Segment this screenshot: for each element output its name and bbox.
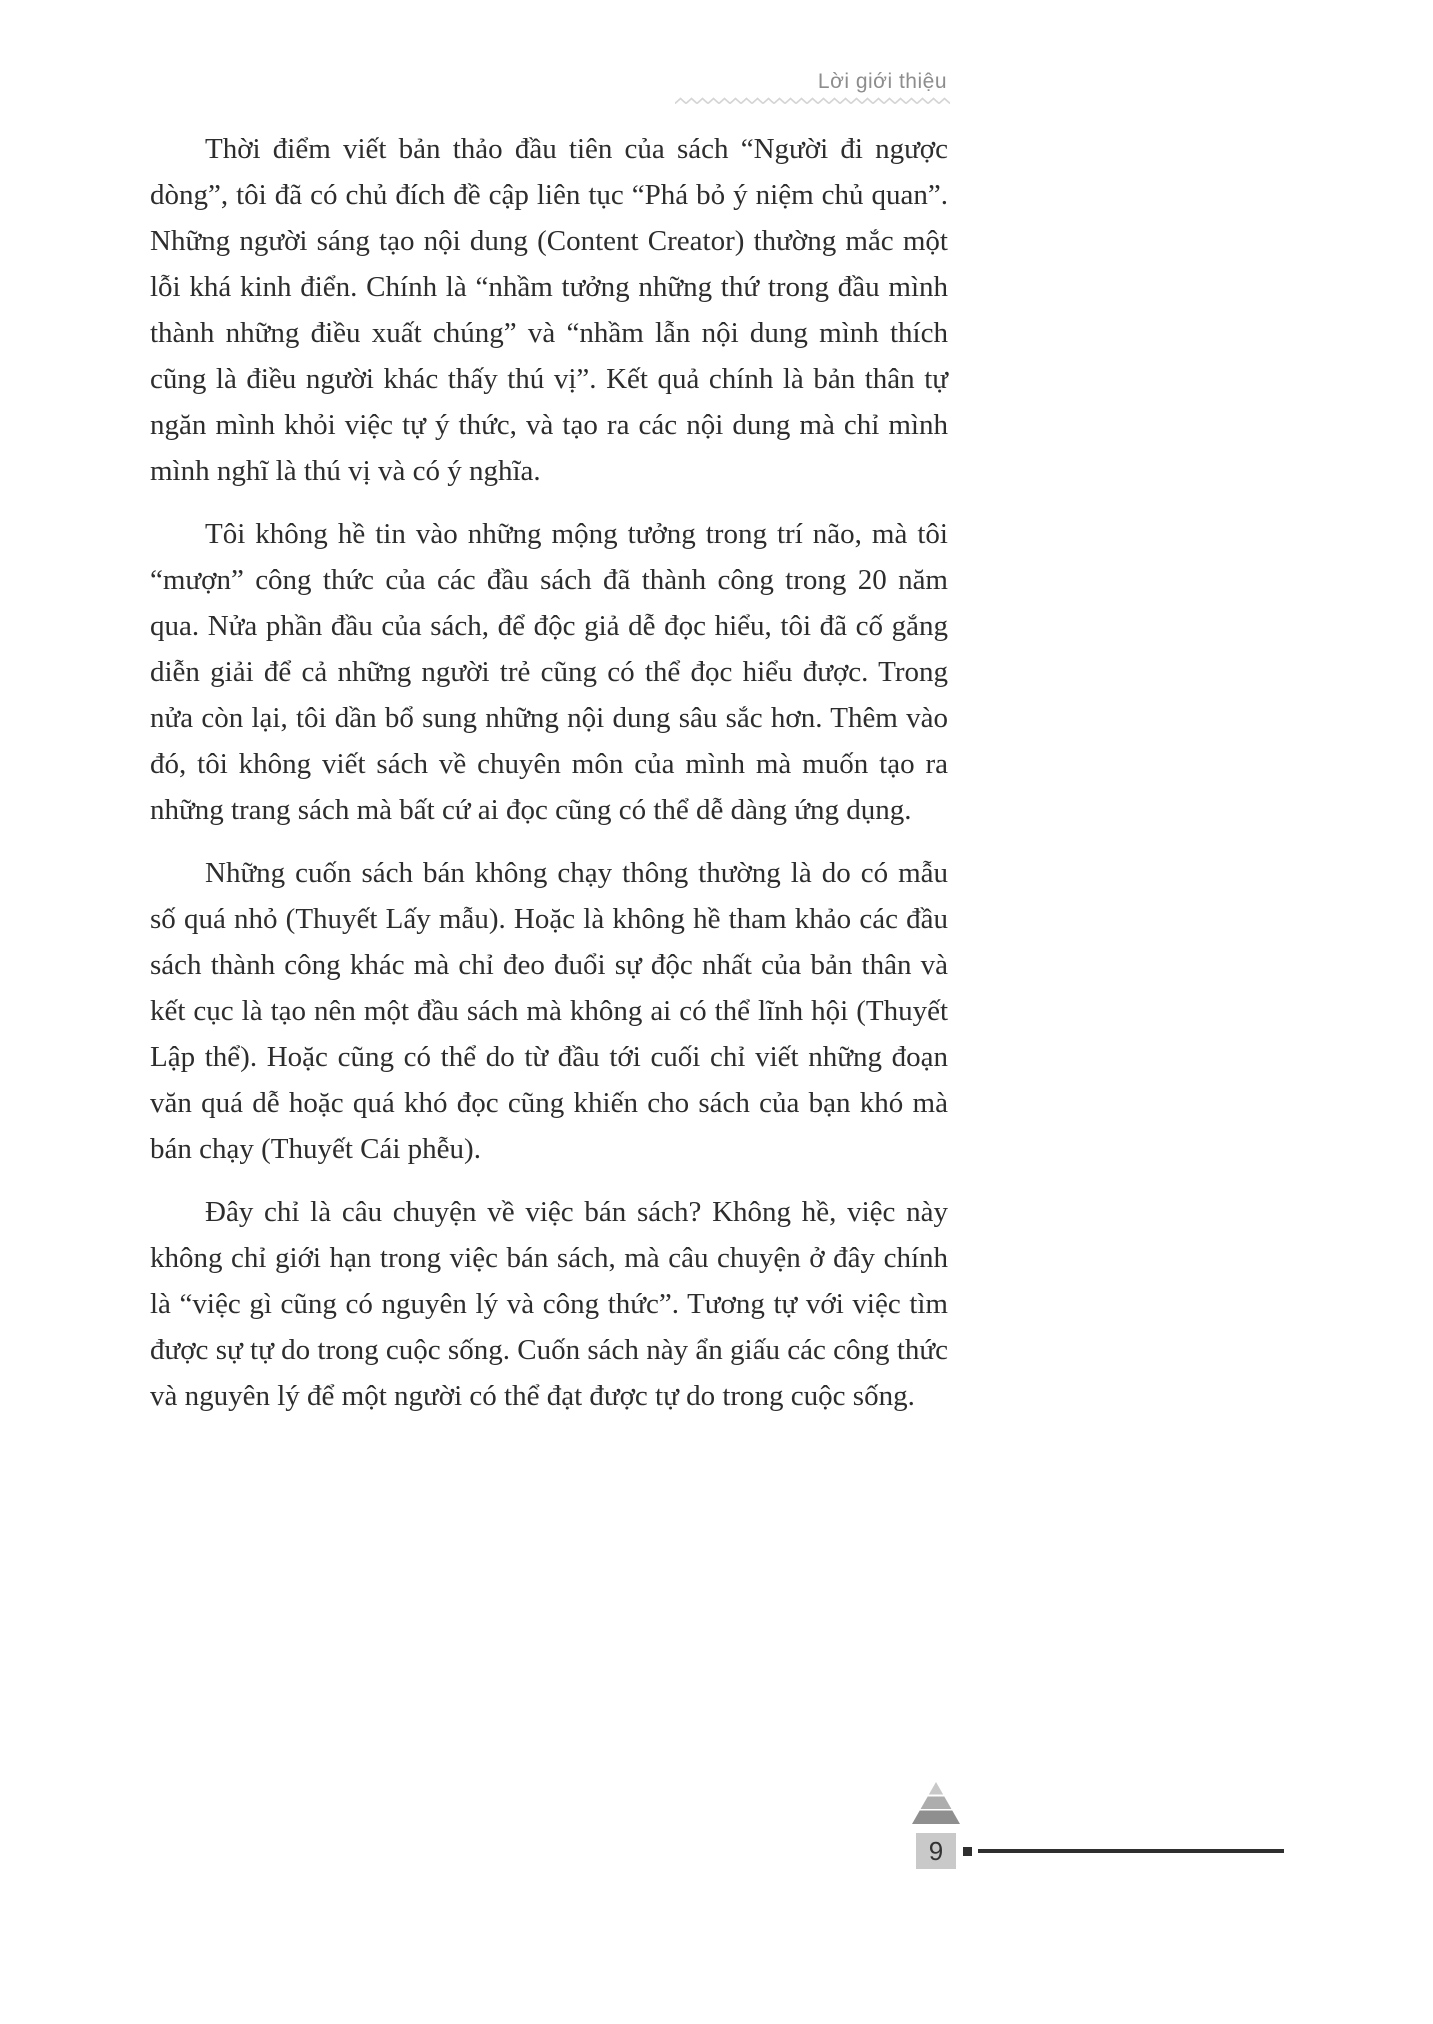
zigzag-divider-icon [675, 96, 950, 106]
paragraph-2: Tôi không hề tin vào những mộng tưởng trong trí não, mà tôi “mượn” công thức của các đầu sách đã thành công trong 20 năm qua. Nửa phần đầu của sách, để độc giả dễ đọc hiểu, tôi đã cố gắng diễn giải để cả những người trẻ cũng có thể đọc hiểu được. Trong nửa còn lại, tôi dần bổ sung những nội dung sâu sắc hơn. Thêm vào đó, tôi không viết sách về chuyên môn của mình mà muốn tạo ra những trang sách mà bất cứ ai đọc cũng có thể dễ dàng ứng dụng. [150, 518, 948, 826]
section-title: Lời giới thiệu [817, 70, 947, 93]
page-body [150, 126, 948, 1436]
pyramid-icon [912, 1782, 960, 1824]
paragraph-1: Thời điểm viết bản thảo đầu tiên của sách “Người đi ngược dòng”, tôi đã có chủ đích đề cập liên tục “Phá bỏ ý niệm chủ quan”. Những người sáng tạo nội dung (Content Creator) thường mắc một lỗi khá kinh điển. Chính là “nhầm tưởng những thứ trong đầu mình thành những điều xuất chúng” và “nhầm lẫn nội dung mình thích cũng là điều người khác thấy thú vị”. Kết quả chính là bản thân tự ngăn mình khỏi việc tự ý thức, và tạo ra các nội dung mà chỉ mình mình nghĩ là thú vị và có ý nghĩa. [150, 133, 948, 487]
footer-rule [978, 1849, 1284, 1853]
page-number: 9 [916, 1833, 956, 1869]
paragraph-3: Những cuốn sách bán không chạy thông thường là do có mẫu số quá nhỏ (Thuyết Lấy mẫu). Hoặc là không hề tham khảo các đầu sách thành công khác mà chỉ đeo đuổi sự độc nhất của bản thân và kết cục là tạo nên một đầu sách mà không ai có thể lĩnh hội (Thuyết Lập thể). Hoặc cũng có thể do từ đầu tới cuối chỉ viết những đoạn văn quá dễ hoặc quá khó đọc cũng khiến cho sách của bạn khó mà bán chạy (Thuyết Cái phễu). [150, 857, 948, 1165]
paragraph-4: Đây chỉ là câu chuyện về việc bán sách? Không hề, việc này không chỉ giới hạn trong việc bán sách, mà câu chuyện ở đây chính là “việc gì cũng có nguyên lý và công thức”. Tương tự với việc tìm được sự tự do trong cuộc sống. Cuốn sách này ẩn giấu các công thức và nguyên lý để một người có thể đạt được tự do trong cuộc sống. [150, 1196, 948, 1412]
rule-end-dot [963, 1847, 972, 1856]
